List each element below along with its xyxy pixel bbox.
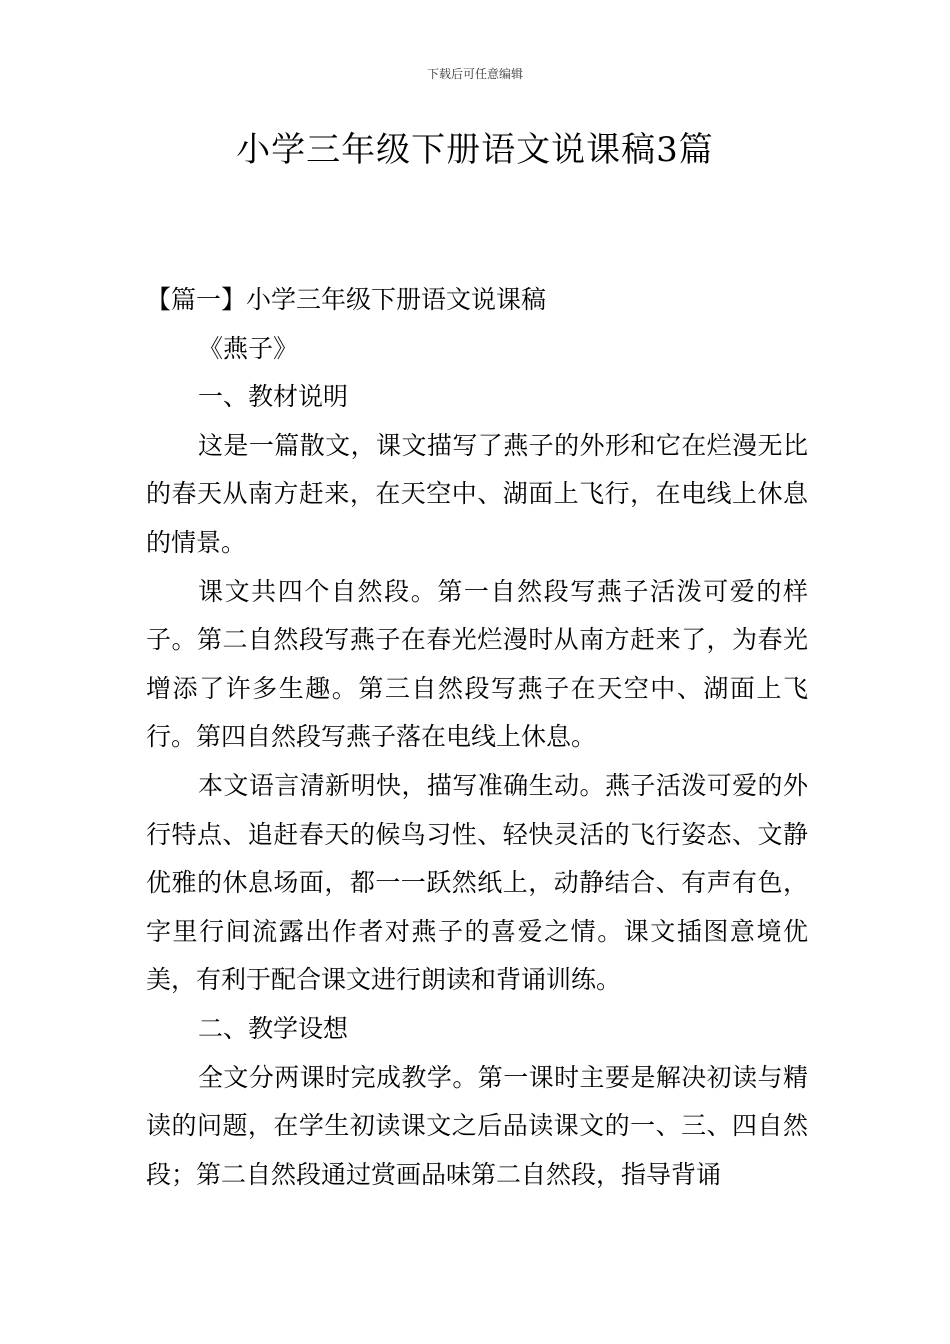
section-heading: 【篇一】小学三年级下册语文说课稿 (146, 285, 547, 314)
subheading-teaching-plan: 二、教学设想 (198, 1013, 349, 1043)
document-title: 小学三年级下册语文说课稿3篇 (236, 130, 714, 170)
document-body (146, 276, 808, 1199)
paragraph: 课文共四个自然段。第一自然段写燕子活泼可爱的样子。第二自然段写燕子在春光烂漫时从南方赶来了，为春光增添了许多生趣。第三自然段写燕子在天空中、湖面上飞行。第四自然段写燕子落在电线上休息。 (146, 576, 808, 752)
lesson-title: 《燕子》 (198, 333, 299, 363)
subheading-materials: 一、教材说明 (198, 382, 349, 412)
paragraph: 这是一篇散文，课文描写了燕子的外形和它在烂漫无比的春天从南方赶来，在天空中、湖面上飞行，在电线上休息的情景。 (146, 430, 808, 557)
paragraph: 本文语言清新明快，描写准确生动。燕子活泼可爱的外行特点、追赶春天的候鸟习性、轻快灵活的飞行姿态、文静优雅的休息场面，都一一跃然纸上，动静结合、有声有色，字里行间流露出作者对燕子的喜爱之情。课文插图意境优美，有利于配合课文进行朗读和背诵训练。 (146, 770, 808, 995)
header-note: 下载后可任意编辑 (426, 67, 523, 81)
paragraph: 全文分两课时完成教学。第一课时主要是解决初读与精读的问题，在学生初读课文之后品读课文的一、三、四自然段；第二自然段通过赏画品味第二自然段，指导背诵 (146, 1062, 808, 1189)
